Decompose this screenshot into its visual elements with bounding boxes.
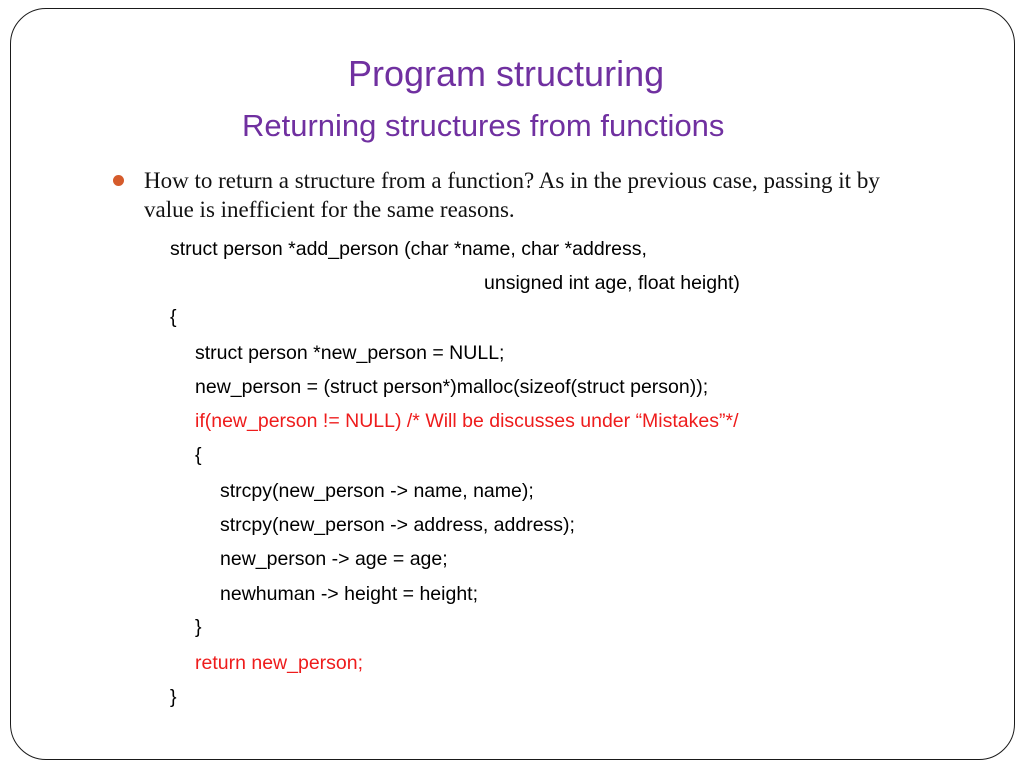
- bullet-dot-icon: [113, 175, 124, 186]
- slide-subtitle: Returning structures from functions: [242, 108, 725, 143]
- code-line-8: strcpy(new_person -> name, name);: [220, 480, 534, 502]
- bullet-text: How to return a structure from a function? As in the previous case, passing it by value is inefficient for the same reasons.: [144, 168, 880, 222]
- code-line-14: }: [170, 686, 177, 708]
- code-line-2: unsigned int age, float height): [484, 272, 740, 294]
- code-line-13: return new_person;: [195, 652, 364, 674]
- slide-title: Program structuring: [348, 53, 665, 94]
- code-line-6: if(new_person != NULL) /* Will be discusses under “Mistakes”*/: [195, 410, 739, 432]
- code-line-9: strcpy(new_person -> address, address);: [220, 514, 575, 536]
- code-line-11: newhuman -> height = height;: [220, 583, 479, 605]
- code-line-5: new_person = (struct person*)malloc(sizeof(struct person));: [195, 376, 709, 398]
- code-line-10: new_person -> age = age;: [220, 548, 448, 570]
- code-line-4: struct person *new_person = NULL;: [195, 342, 505, 364]
- code-line-1: struct person *add_person (char *name, char *address,: [170, 238, 647, 260]
- code-line-3: {: [170, 306, 177, 328]
- code-line-7: {: [195, 444, 202, 466]
- code-line-12: }: [195, 616, 202, 638]
